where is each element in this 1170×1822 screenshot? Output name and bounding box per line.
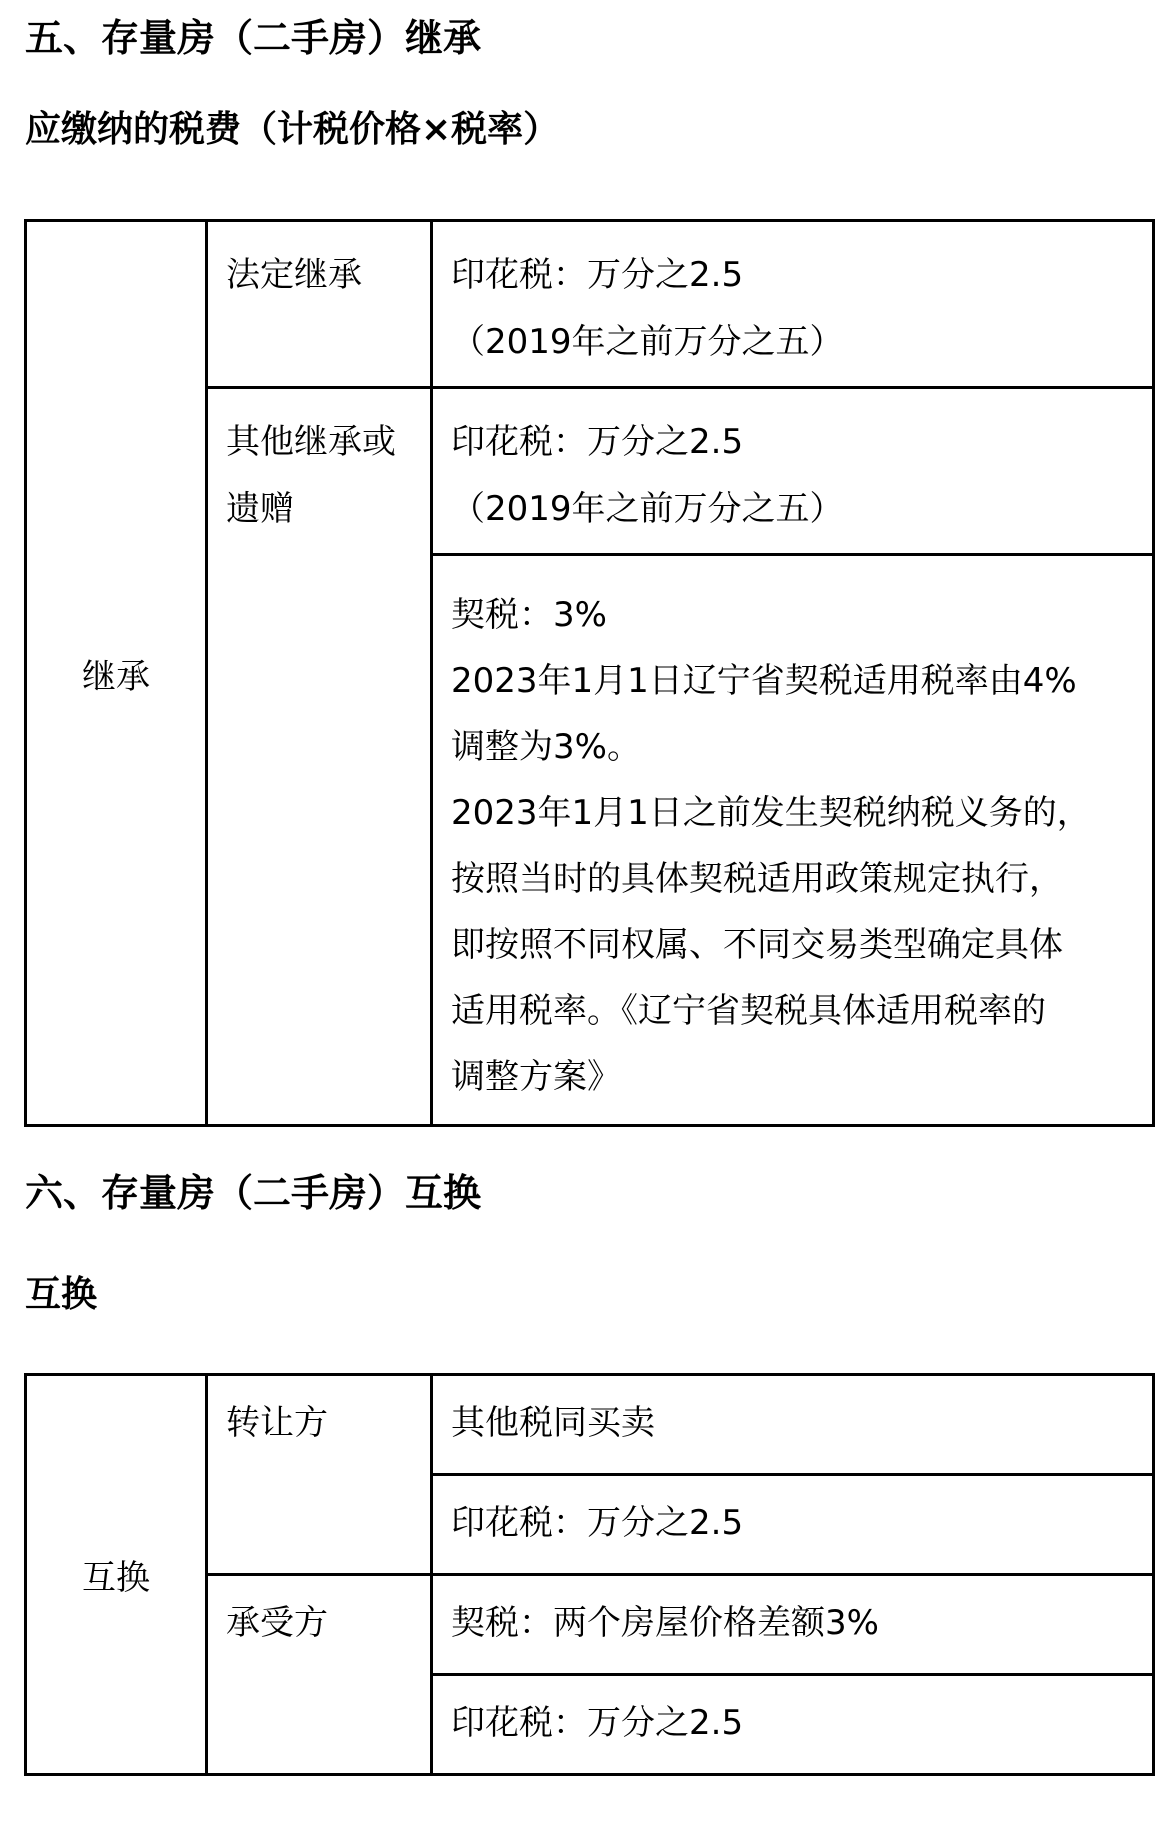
tax-text: 印花税：万分之2.5 — [451, 1703, 744, 1743]
type-label: 法定继承 — [226, 255, 362, 295]
tax-text: 契税：3% 2023年1月1日辽宁省契税适用税率由4% 调整为3%。 2023年1月1日之前发生契税纳税义务的， 按照当时的具体契税适用政策规定执行， 即按照不同权属、不同交易类型确定具体 适用税率。《辽宁省契税具体适用税率的 调整方案》 — [451, 595, 1091, 1097]
type-cell — [207, 1375, 432, 1575]
tax-cell — [432, 1575, 1154, 1675]
type-cell — [207, 1575, 432, 1775]
group-cell — [26, 1375, 207, 1775]
inheritance-tax-table — [24, 219, 1155, 1127]
table-row — [26, 221, 1154, 388]
tax-cell — [432, 1675, 1154, 1775]
type-label: 转让方 — [226, 1403, 328, 1443]
type-label: 其他继承或 遗赠 — [226, 422, 396, 529]
tax-cell — [432, 555, 1154, 1126]
tax-text: 其他税同买卖 — [451, 1403, 655, 1443]
section6-subtitle: 互换 — [25, 1274, 98, 1315]
type-label: 承受方 — [226, 1603, 328, 1643]
type-cell — [207, 388, 432, 1126]
tax-cell — [432, 1475, 1154, 1575]
type-cell — [207, 221, 432, 388]
section6-title: 六、存量房（二手房）互换 — [25, 1171, 482, 1215]
tax-text: 印花税：万分之2.5 （2019年之前万分之五） — [451, 255, 844, 362]
tax-text: 契税：两个房屋价格差额3% — [451, 1603, 879, 1643]
tax-cell — [432, 221, 1154, 388]
section5-subtitle: 应缴纳的税费（计税价格×税率） — [25, 109, 560, 150]
section5-title: 五、存量房（二手房）继承 — [25, 16, 482, 60]
table-row — [26, 1375, 1154, 1475]
tax-text: 印花税：万分之2.5 （2019年之前万分之五） — [451, 422, 844, 529]
group-label: 互换 — [82, 1558, 150, 1598]
group-label: 继承 — [82, 656, 150, 697]
tax-cell — [432, 1375, 1154, 1475]
group-cell — [26, 221, 207, 1126]
exchange-tax-table — [24, 1373, 1155, 1776]
tax-text: 印花税：万分之2.5 — [451, 1503, 744, 1543]
tax-cell — [432, 388, 1154, 555]
